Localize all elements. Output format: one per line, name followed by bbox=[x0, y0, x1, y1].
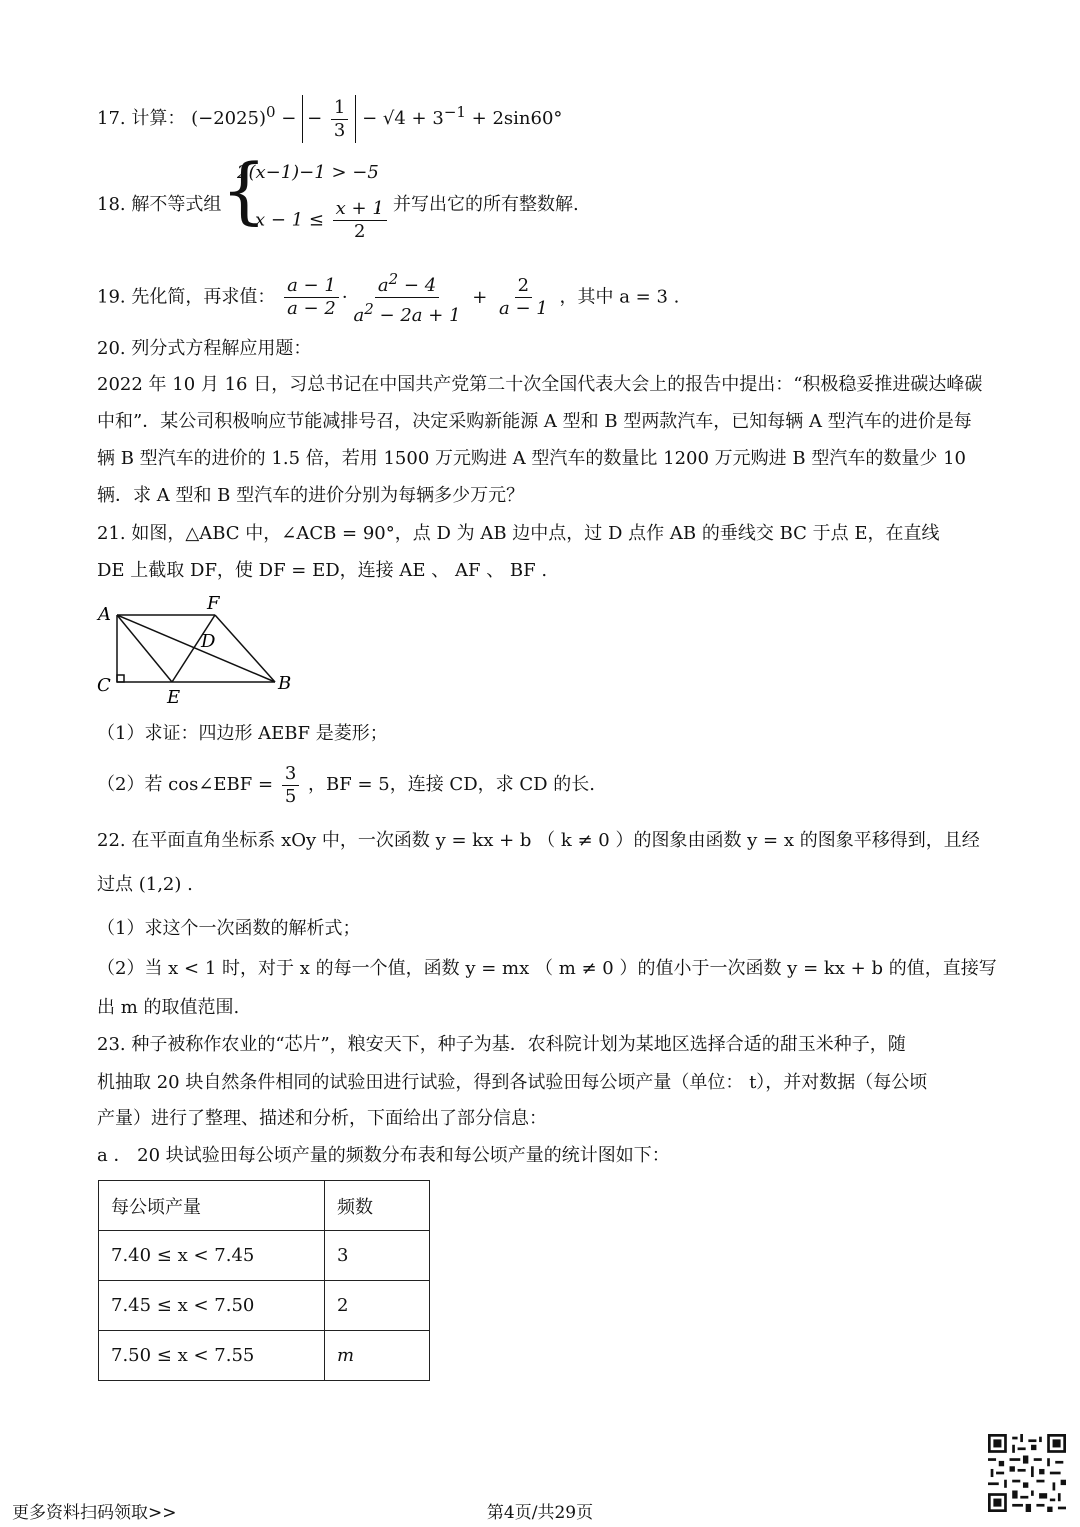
frequency-table bbox=[98, 1180, 430, 1381]
question-22-part1: （1）求这个一次函数的解析式； bbox=[97, 918, 361, 939]
table-cell: 7.40 ≤ x < 7.45 bbox=[99, 1231, 325, 1281]
table-row bbox=[99, 1331, 430, 1381]
question-21-part1: （1）求证：四边形 AEBF 是菱形； bbox=[97, 723, 388, 744]
question-21-line1: 21. 如图，△ABC 中，∠ACB = 90°，点 D 为 AB 边中点，过 D 点作 AB 的垂线交 BC 于点 E，在直线 bbox=[97, 523, 940, 544]
table-row bbox=[99, 1281, 430, 1331]
table-cell: 7.45 ≤ x < 7.50 bbox=[99, 1281, 325, 1331]
q18-label: 18. 解不等式组 bbox=[97, 194, 222, 215]
question-21-line2: DE 上截取 DF，使 DF = ED，连接 AE 、 AF 、 BF . bbox=[97, 560, 548, 581]
label-F: F bbox=[207, 595, 220, 614]
q18-row1: 2(x−1)−1 > −5 bbox=[237, 162, 379, 183]
table-cell: 2 bbox=[325, 1281, 430, 1331]
table-cell: m bbox=[325, 1331, 430, 1381]
label-B: B bbox=[278, 673, 292, 694]
question-17 bbox=[97, 88, 985, 143]
table-row bbox=[99, 1231, 430, 1281]
label-E: E bbox=[167, 687, 181, 705]
question-23-line1: 23. 种子被称作农业的“芯片”，粮安天下，种子为基．农科院计划为某地区选择合适的甜玉米种子，随 bbox=[97, 1034, 906, 1055]
question-19 bbox=[97, 268, 985, 327]
table-header-row bbox=[99, 1181, 430, 1231]
q21-figure bbox=[95, 595, 295, 705]
question-23-line4: a ． 20 块试验田每公顷产量的频数分布表和每公顷产量的统计图如下： bbox=[97, 1145, 670, 1166]
q19-expression: $\frac{a - 1}{a - 2}$ · $\frac{a^2 - 4}{a^2 - 2a + 1}$ + $\frac{2}{a - 1}$ bbox=[281, 287, 559, 308]
q18-row2: x − 1 ≤ $\frac{x + 1}{2}$ bbox=[255, 198, 390, 243]
table-header-cell: 每公顷产量 bbox=[99, 1181, 325, 1231]
label-D: D bbox=[201, 631, 216, 652]
question-20-body: 2022 年 10 月 16 日，习总书记在中国共产党第二十次全国代表大会上的报告中提出：“积极稳妥推进碳达峰碳中和”．某公司积极响应节能减排号召，决定采购新能源 A 型和 B 型两款汽车，已知每辆 A 型汽车的进价是每辆 B 型汽车的进价的 1.5 倍，若用 1500 万元购进 A 型汽车的数量比 1200 万元购进 B 型汽车的数量少 10 辆．求 A 型和 B 型汽车的进价分别为每辆多少万元？ bbox=[97, 374, 983, 506]
question-23-line3: 产量）进行了整理、描述和分析，下面给出了部分信息： bbox=[97, 1108, 547, 1129]
label-C: C bbox=[97, 675, 111, 696]
label-A: A bbox=[98, 604, 111, 625]
q18-suffix: ，并写出它的所有整数解. bbox=[375, 194, 579, 215]
table-cell: 7.50 ≤ x < 7.55 bbox=[99, 1331, 325, 1381]
question-22-part2-line1: （2）当 x < 1 时，对于 x 的每一个值，函数 y = mx （ m ≠ 0 ）的值小于一次函数 y = kx + b 的值，直接写 bbox=[97, 958, 997, 979]
question-23-line2: 机抽取 20 块自然条件相同的试验田进行试验，得到各试验田每公顷产量（单位： t），并对数据（每公顷 bbox=[97, 1072, 928, 1093]
brace-symbol: { bbox=[221, 148, 267, 232]
question-20-label: 20. 列分式方程解应用题： bbox=[97, 338, 312, 359]
question-22-line1: 22. 在平面直角坐标系 xOy 中，一次函数 y = kx + b （ k ≠ 0 ）的图象由函数 y = x 的图象平移得到，且经 bbox=[97, 830, 980, 851]
q19-label: 19. 先化简，再求值： bbox=[97, 286, 276, 308]
page-number: 第4页/共29页 bbox=[486, 1503, 594, 1523]
table-cell: 3 bbox=[325, 1231, 430, 1281]
question-22-part2-line2: 出 m 的取值范围. bbox=[97, 997, 240, 1018]
q19-suffix: ，其中 a = 3 . bbox=[559, 286, 680, 308]
question-21-part2: （2）若 cos∠EBF = $\frac{3}{5}$ ，BF = 5，连接 CD，求 CD 的长. bbox=[97, 762, 595, 807]
table-header-cell: 频数 bbox=[325, 1181, 430, 1231]
footer-more-resources-link[interactable]: 更多资料扫码领取>> bbox=[12, 1503, 177, 1523]
q17-label: 17. 计算： bbox=[97, 108, 186, 129]
q17-expression: $(-2025)^0$ − − $\frac{1}{3}$ − $√4 + 3^{-1} + 2\sin 60^\circ$ bbox=[191, 108, 562, 129]
question-22-line2: 过点 (1,2) . bbox=[97, 874, 193, 895]
